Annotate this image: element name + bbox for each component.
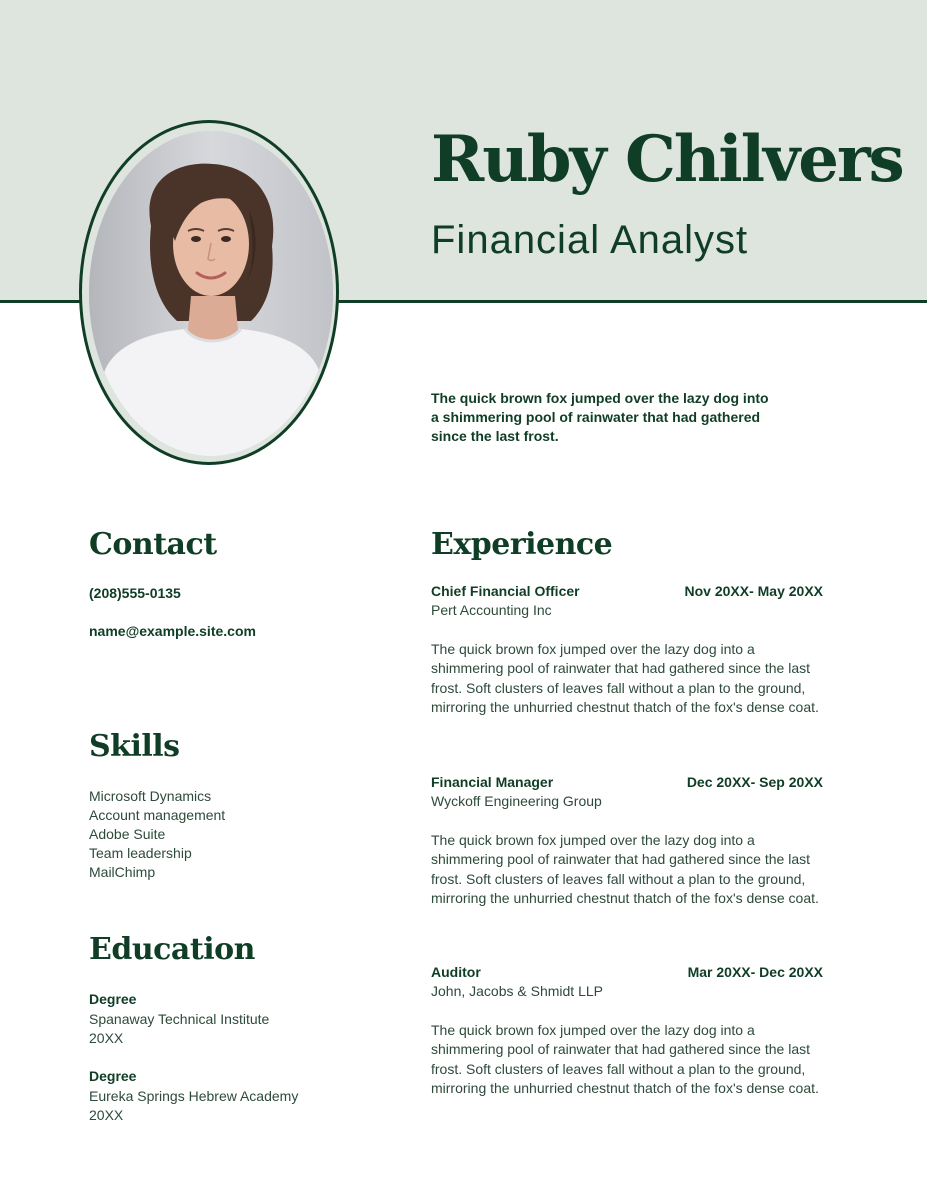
- skill-item: Account management: [89, 807, 226, 823]
- experience-title: Auditor: [431, 964, 481, 980]
- experience-description: The quick brown fox jumped over the lazy dog into a shimmering pool of rainwater that had gathered since the last frost. Soft clusters of leaves fall without a plan to the ground, mirroring the unhurried chestnut thatch of the fox's dense coat.: [431, 1022, 819, 1096]
- experience-company: John, Jacobs & Shmidt LLP: [431, 983, 603, 999]
- education-year: 20XX: [89, 1107, 124, 1123]
- portrait-illustration: [89, 131, 333, 456]
- profile-photo: [89, 131, 333, 456]
- skill-item: Adobe Suite: [89, 826, 166, 842]
- skills-list: [89, 787, 225, 882]
- experience-description: The quick brown fox jumped over the lazy dog into a shimmering pool of rainwater that had gathered since the last frost. Soft clusters of leaves fall without a plan to the ground, mirroring the unhurried chestnut thatch of the fox's dense coat.: [431, 641, 819, 715]
- experience-heading: Experience: [431, 527, 613, 562]
- skills-heading: Skills: [89, 729, 180, 764]
- experience-dates: Mar 20XX- Dec 20XX: [687, 964, 823, 980]
- education-year: 20XX: [89, 1030, 124, 1046]
- experience-company: Pert Accounting Inc: [431, 602, 552, 618]
- skill-item: Team leadership: [89, 845, 192, 861]
- education-entry: [89, 990, 269, 1049]
- contact-phone: (208)555-0135: [89, 585, 181, 601]
- education-school: Spanaway Technical Institute: [89, 1010, 270, 1027]
- job-title: Financial Analyst: [431, 218, 749, 262]
- skill-item: MailChimp: [89, 864, 156, 880]
- contact-heading: Contact: [89, 527, 217, 562]
- education-entry: [89, 1067, 298, 1126]
- candidate-name: Ruby Chilvers: [431, 122, 903, 197]
- education-degree: Degree: [89, 1068, 137, 1084]
- education-school: Eureka Springs Hebrew Academy: [89, 1087, 299, 1104]
- experience-company: Wyckoff Engineering Group: [431, 793, 602, 809]
- experience-description: The quick brown fox jumped over the lazy dog into a shimmering pool of rainwater that had gathered since the last frost. Soft clusters of leaves fall without a plan to the ground, mirroring the unhurried chestnut thatch of the fox's dense coat.: [431, 832, 819, 906]
- experience-title: Chief Financial Officer: [431, 583, 580, 599]
- experience-dates: Nov 20XX- May 20XX: [684, 583, 823, 599]
- education-degree: Degree: [89, 991, 137, 1007]
- contact-email: name@example.site.com: [89, 623, 256, 639]
- skill-item: Microsoft Dynamics: [89, 788, 212, 804]
- profile-summary: The quick brown fox jumped over the lazy dog into a shimmering pool of rainwater that had gathered since the last frost.: [431, 390, 769, 444]
- experience-dates: Dec 20XX- Sep 20XX: [686, 774, 823, 790]
- education-heading: Education: [89, 932, 255, 967]
- experience-title: Financial Manager: [431, 774, 554, 790]
